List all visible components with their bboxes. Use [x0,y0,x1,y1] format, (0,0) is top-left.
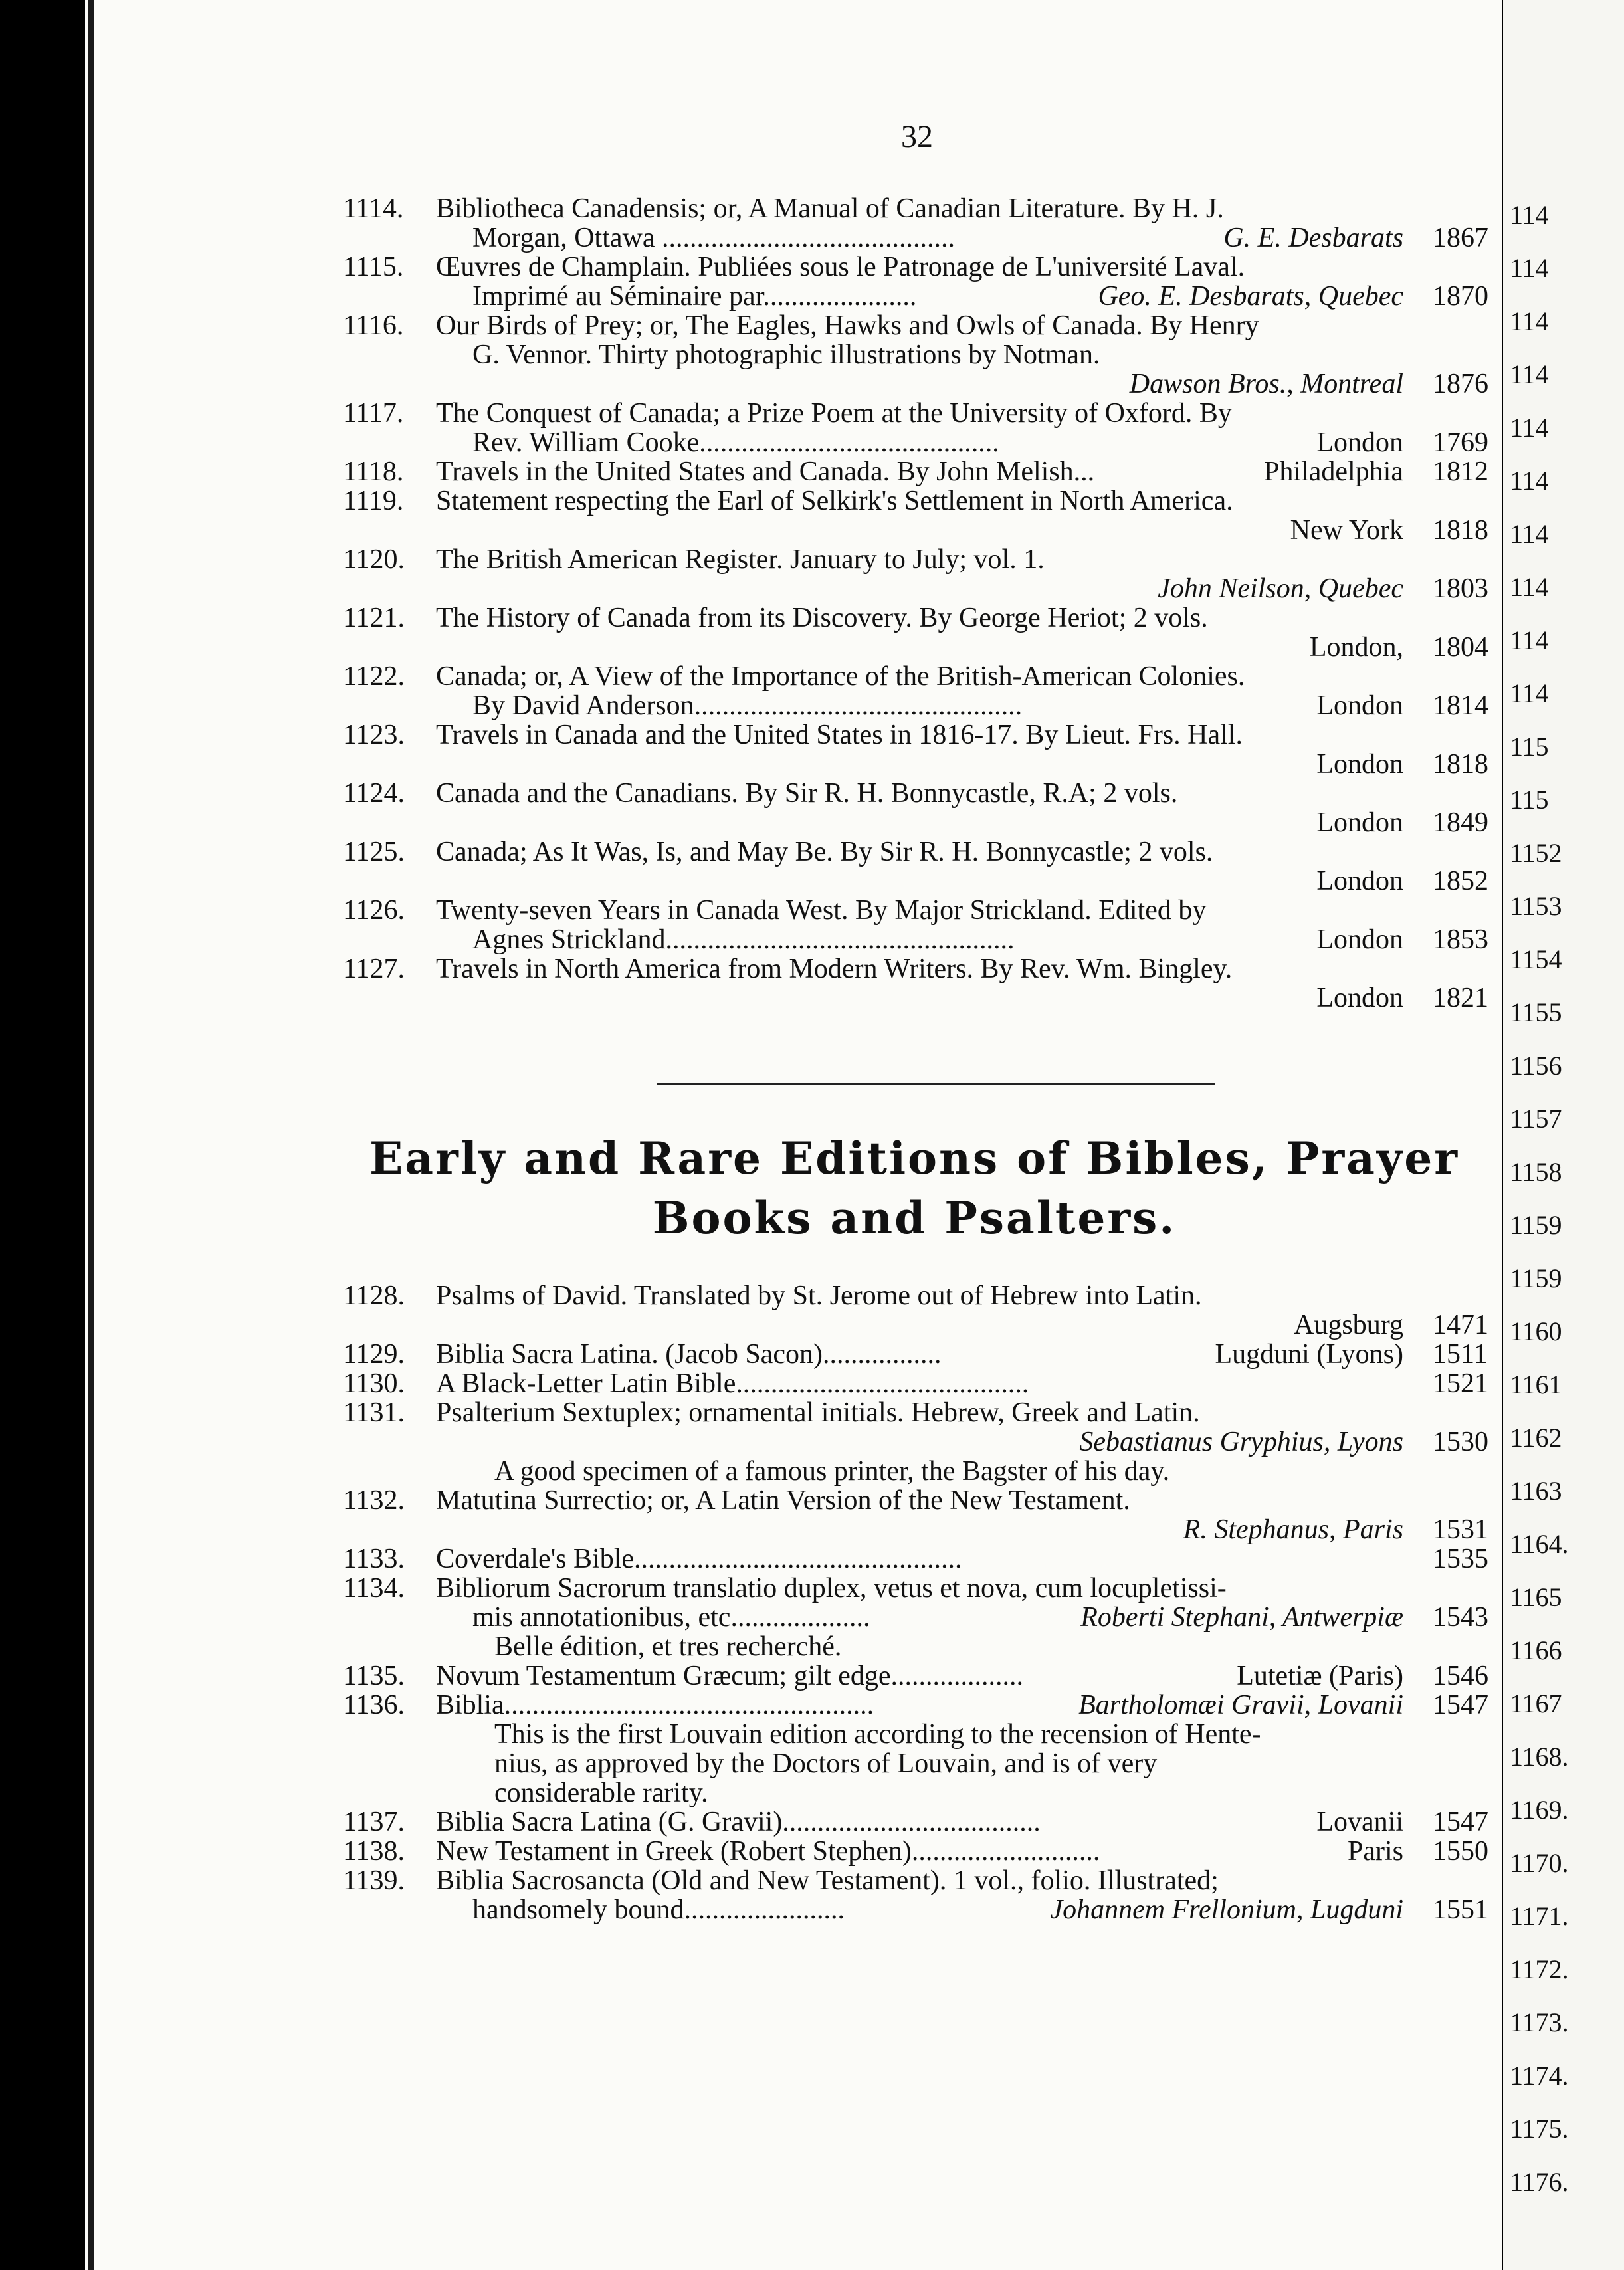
adjacent-entry-number: 1158 [1510,1157,1562,1187]
adjacent-entry-number: 1160 [1510,1316,1562,1346]
entry-year: 1818 [1433,749,1488,779]
entry-year: 1471 [1433,1310,1488,1340]
entry-title-text: Travels in North America from Modern Writers. By Rev. Wm. Bingley. [436,954,1233,984]
entry-number: 1114. [343,193,404,224]
entry-publisher: Lovanii [1316,1807,1403,1837]
entry-title-text: By David Anderson............................................... [472,690,1023,721]
entry-publisher: Dawson Bros., Montreal [1129,369,1403,399]
binding-edge [88,0,94,2270]
catalog-entry [343,457,1488,487]
entry-year: 1821 [1433,983,1488,1013]
entry-title-text: Psalterium Sextuplex; ornamental initials. Hebrew, Greek and Latin. [436,1397,1200,1428]
entry-title-text: Our Birds of Prey; or, The Eagles, Hawks and Owls of Canada. By Henry [436,310,1259,341]
adjacent-entry-number: 1176. [1510,2167,1569,2197]
entry-imprint-line [343,515,1488,546]
adjacent-entry-number: 1174. [1510,2061,1569,2091]
entry-year: 1849 [1433,807,1488,838]
entry-number: 1132. [343,1485,405,1516]
entry-publisher: Sebastianus Gryphius, Lyons [1079,1427,1403,1457]
entry-title-text: Canada; or, A View of the Importance of the British-American Colonies. [436,661,1245,692]
section-heading-line-2: Books and Psalters. [652,1192,1177,1244]
entry-number: 1138. [343,1836,405,1867]
entry-title-line [343,837,1472,867]
entry-title-text: The British American Register. January to July; vol. 1. [436,544,1045,575]
entry-note-line [343,1720,1472,1749]
entry-publisher: Lugduni (Lyons) [1215,1339,1403,1370]
entry-number: 1134. [343,1573,405,1603]
entry-year: 1543 [1433,1602,1488,1633]
entry-title-text: Biblia Sacrosancta (Old and New Testament). 1 vol., folio. Illustrated; [436,1865,1219,1896]
entry-imprint-line [343,1807,1488,1837]
entry-title-text: Biblia..................................................... [436,1690,874,1720]
entry-title-line [343,603,1472,633]
entry-publisher: Augsburg [1294,1310,1403,1340]
adjacent-entry-number: 1175. [1510,2114,1569,2144]
adjacent-entry-number: 1152 [1510,838,1562,868]
entry-imprint-line [343,427,1488,458]
entry-note-line [343,1749,1472,1778]
entry-year: 1530 [1433,1427,1488,1457]
entry-note-text: Belle édition, et tres recherché. [494,1631,842,1662]
adjacent-entry-number: 1164. [1510,1529,1569,1559]
entry-title-text: Novum Testamentum Græcum; gilt edge................... [436,1661,1024,1691]
adjacent-entry-number: 1172. [1510,1954,1569,1984]
entry-imprint-line [343,1427,1488,1457]
entry-title-text: G. Vennor. Thirty photographic illustrations by Notman. [472,340,1100,370]
entry-publisher: London [1316,983,1403,1013]
adjacent-entry-number: 114 [1510,625,1549,655]
entry-publisher: Roberti Stephani, Antwerpiæ [1080,1602,1403,1633]
entry-imprint-line [343,1602,1488,1633]
entry-title-text: The History of Canada from its Discovery. By George Heriot; 2 vols. [436,603,1208,633]
entry-number: 1128. [343,1281,405,1311]
entry-year: 1853 [1433,924,1488,955]
entry-year: 1818 [1433,515,1488,546]
entry-title-line [343,954,1472,983]
entry-year: 1876 [1433,369,1488,399]
entry-publisher: G. E. Desbarats [1223,223,1403,253]
entry-year: 1546 [1433,1661,1488,1691]
entry-imprint-line [343,632,1488,663]
catalog-entry [343,1573,1488,1662]
entry-title-text: Imprimé au Séminaire par...................... [472,281,917,312]
entry-title-line [343,662,1472,691]
entry-title-text: New Testament in Greek (Robert Stephen)........................... [436,1836,1100,1867]
catalog-entry [343,1397,1488,1487]
entry-title-text: Twenty-seven Years in Canada West. By Major Strickland. Edited by [436,895,1207,926]
entry-year: 1812 [1433,457,1488,487]
adjacent-entry-number: 1154 [1510,944,1562,974]
entry-title-line [343,1866,1472,1895]
entry-number: 1136. [343,1690,405,1720]
entry-year: 1804 [1433,632,1488,663]
entry-title-line [343,340,1472,369]
entry-note-text: A good specimen of a famous printer, the Bagster of his day. [494,1456,1170,1487]
entry-imprint-line [343,807,1488,838]
adjacent-page-edge [1503,0,1624,2270]
adjacent-entry-number: 1159 [1510,1210,1562,1240]
entry-publisher: Bartholomæi Gravii, Lovanii [1078,1690,1403,1720]
catalog-entry [343,1281,1488,1340]
entry-number: 1130. [343,1368,405,1399]
entry-title-line [343,1281,1472,1310]
entry-title-line [343,399,1472,428]
entry-year: 1521 [1433,1368,1488,1399]
adjacent-entry-number: 114 [1510,466,1549,496]
entry-imprint-line [343,1836,1488,1867]
entry-publisher: Paris [1348,1836,1403,1867]
entry-title-text: Canada; As It Was, Is, and May Be. By Sir R. H. Bonnycastle; 2 vols. [436,837,1213,867]
entry-number: 1131. [343,1397,405,1428]
entry-number: 1123. [343,720,405,750]
catalog-entry [343,486,1488,546]
entry-note-line [343,1632,1472,1661]
entry-number: 1126. [343,895,405,926]
entry-imprint-line [343,223,1488,253]
entry-title-line [343,1574,1472,1603]
entry-title-line [343,486,1472,516]
entry-imprint-line [343,690,1488,721]
entry-number: 1121. [343,603,405,633]
entry-title-line [343,1486,1472,1515]
entry-year: 1550 [1433,1836,1488,1867]
entry-publisher: London, [1309,632,1403,663]
adjacent-entry-number: 1168. [1510,1742,1569,1772]
adjacent-entry-number: 1167 [1510,1689,1562,1718]
section-heading-line-1: Early and Rare Editions of Bibles, Prayer [369,1132,1460,1184]
entry-year: 1814 [1433,690,1488,721]
entry-year: 1769 [1433,427,1488,458]
entry-imprint-line [343,1514,1488,1545]
entry-title-line [343,896,1472,925]
entry-imprint-line [343,1690,1488,1720]
entry-title-text: The Conquest of Canada; a Prize Poem at the University of Oxford. By [436,398,1232,429]
catalog-entry [343,1339,1488,1370]
entry-number: 1118. [343,457,404,487]
entry-note-text: considerable rarity. [494,1778,708,1808]
adjacent-entry-number: 114 [1510,253,1549,283]
entry-title-text: mis annotationibus, etc.................... [472,1602,870,1633]
catalog-entry [343,720,1488,779]
entry-imprint-line [343,281,1488,312]
adjacent-entry-number: 115 [1510,785,1549,815]
entry-imprint-line [343,749,1488,779]
catalog-entry [343,1544,1488,1574]
entry-title-line [343,779,1472,808]
entry-year: 1547 [1433,1807,1488,1837]
catalog-entry [343,1865,1488,1925]
entry-publisher: London [1316,749,1403,779]
entry-year: 1867 [1433,223,1488,253]
entry-title-text: handsomely bound....................... [472,1895,845,1925]
adjacent-entry-number: 1155 [1510,997,1562,1027]
catalog-entry [343,1368,1488,1399]
entry-number: 1117. [343,398,404,429]
entry-title-line [343,1398,1472,1427]
entry-imprint-line [343,1368,1488,1399]
catalog-entry [343,895,1488,955]
entry-publisher: John Neilson, Quebec [1158,573,1403,604]
entry-number: 1135. [343,1661,405,1691]
entry-title-text: Statement respecting the Earl of Selkirk's Settlement in North America. [436,486,1233,516]
entry-imprint-line [343,1895,1488,1925]
entry-title-text: Travels in the United States and Canada. By John Melish... [436,457,1095,487]
adjacent-entry-number: 1163 [1510,1476,1562,1506]
entry-year: 1531 [1433,1514,1488,1545]
adjacent-entry-number: 1161 [1510,1370,1562,1399]
entry-number: 1137. [343,1807,405,1837]
entry-publisher: New York [1290,515,1403,546]
catalog-entry [343,193,1488,253]
adjacent-entry-number: 1162 [1510,1423,1562,1453]
entry-number: 1129. [343,1339,405,1370]
catalog-entry [343,954,1488,1013]
entry-number: 1120. [343,544,405,575]
catalog-entry [343,778,1488,838]
entry-publisher: London [1316,427,1403,458]
catalog-entry [343,1807,1488,1837]
adjacent-entry-number: 1169. [1510,1795,1569,1825]
catalog-entry [343,1485,1488,1545]
adjacent-entry-number: 1170. [1510,1848,1569,1878]
entry-number: 1124. [343,778,405,809]
adjacent-entry-number: 114 [1510,306,1549,336]
adjacent-entry-number: 1156 [1510,1051,1562,1081]
entry-publisher: London [1316,866,1403,896]
entry-imprint-line [343,457,1488,487]
entry-title-text: Canada and the Canadians. By Sir R. H. Bonnycastle, R.A; 2 vols. [436,778,1178,809]
adjacent-entry-number: 1153 [1510,891,1562,921]
entry-number: 1119. [343,486,404,516]
adjacent-entry-number: 114 [1510,200,1549,230]
entry-title-text: Bibliorum Sacrorum translatio duplex, vetus et nova, cum locupletissi- [436,1573,1227,1603]
section-divider [657,1083,1215,1085]
adjacent-entry-number: 114 [1510,572,1549,602]
catalog-entry [343,398,1488,458]
entry-year: 1547 [1433,1690,1488,1720]
entry-year: 1511 [1433,1339,1488,1370]
entry-number: 1116. [343,310,404,341]
catalog-entry [343,661,1488,721]
entry-title-text: Matutina Surrectio; or, A Latin Version of the New Testament. [436,1485,1130,1516]
entry-number: 1122. [343,661,405,692]
entry-publisher: Geo. E. Desbarats, Quebec [1098,281,1403,312]
adjacent-entry-number: 1166 [1510,1635,1562,1665]
catalog-entry [343,544,1488,604]
catalog-page [85,0,1502,2270]
catalog-entry [343,252,1488,312]
entry-title-text: Rev. William Cooke........................................... [472,427,999,458]
adjacent-entry-number: 115 [1510,732,1549,762]
catalog-entry [343,1836,1488,1867]
entry-imprint-line [343,1544,1488,1574]
entry-year: 1535 [1433,1544,1488,1574]
catalog-entry [343,1661,1488,1691]
entry-title-line [343,545,1472,574]
adjacent-entry-number: 114 [1510,360,1549,389]
entry-note-text: This is the first Louvain edition according to the recension of Hente- [494,1719,1261,1750]
adjacent-entry-number: 114 [1510,678,1549,708]
entry-publisher: Philadelphia [1264,457,1403,487]
page-number: 32 [901,119,933,154]
entry-publisher: Lutetiæ (Paris) [1237,1661,1403,1691]
entry-title-line [343,311,1472,340]
adjacent-entry-number: 114 [1510,413,1549,443]
entry-imprint-line [343,983,1488,1013]
entry-imprint-line [343,1310,1488,1340]
entry-title-line [343,253,1472,282]
catalog-entry [343,310,1488,399]
entry-title-line [343,720,1472,750]
adjacent-entry-number: 1171. [1510,1901,1569,1931]
entry-publisher: Johannem Frellonium, Lugduni [1050,1895,1403,1925]
entry-number: 1133. [343,1544,405,1574]
entry-imprint-line [343,573,1488,604]
entry-note-text: nius, as approved by the Doctors of Louvain, and is of very [494,1748,1158,1779]
entry-number: 1127. [343,954,405,984]
catalog-entry [343,1690,1488,1808]
entry-number: 1139. [343,1865,405,1896]
entry-year: 1551 [1433,1895,1488,1925]
entry-title-text: Agnes Strickland.................................................. [472,924,1015,955]
entry-title-text: Biblia Sacra Latina (G. Gravii)..................................... [436,1807,1041,1837]
entry-imprint-line [343,369,1488,399]
adjacent-entry-number: 114 [1510,519,1549,549]
adjacent-entry-number: 1157 [1510,1104,1562,1134]
entry-note-line [343,1778,1472,1807]
entry-number: 1125. [343,837,405,867]
catalog-entry [343,603,1488,663]
entry-imprint-line [343,1339,1488,1370]
entry-year: 1870 [1433,281,1488,312]
entry-title-line [343,194,1472,223]
entry-imprint-line [343,866,1488,896]
entry-title-text: Travels in Canada and the United States in 1816-17. By Lieut. Frs. Hall. [436,720,1243,750]
entry-title-text: Bibliotheca Canadensis; or, A Manual of Canadian Literature. By H. J. [436,193,1224,224]
adjacent-entry-number: 1173. [1510,2008,1569,2037]
entry-title-text: Œuvres de Champlain. Publiées sous le Patronage de L'université Laval. [436,252,1245,282]
adjacent-entry-number: 1165 [1510,1582,1562,1612]
entry-publisher: London [1316,924,1403,955]
entry-title-text: A Black-Letter Latin Bible.......................................... [436,1368,1029,1399]
entry-publisher: London [1316,807,1403,838]
entry-publisher: London [1316,690,1403,721]
entry-note-line [343,1457,1472,1486]
entry-publisher: R. Stephanus, Paris [1183,1514,1403,1545]
entry-imprint-line [343,1661,1488,1691]
entry-number: 1115. [343,252,404,282]
entry-title-text: Morgan, Ottawa .......................................... [472,223,955,253]
entry-title-text: Coverdale's Bible............................................... [436,1544,962,1574]
entry-year: 1803 [1433,573,1488,604]
entry-imprint-line [343,924,1488,955]
entry-title-text: Biblia Sacra Latina. (Jacob Sacon)................. [436,1339,942,1370]
adjacent-entry-number: 1159 [1510,1263,1562,1293]
catalog-entry [343,837,1488,896]
entry-title-text: Psalms of David. Translated by St. Jerome out of Hebrew into Latin. [436,1281,1202,1311]
entry-year: 1852 [1433,866,1488,896]
